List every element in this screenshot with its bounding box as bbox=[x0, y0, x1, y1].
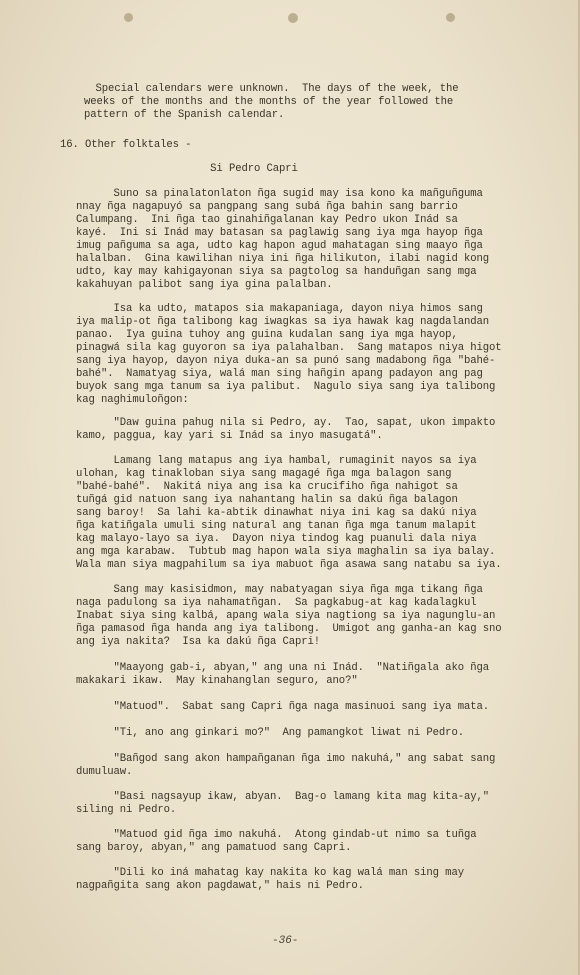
text-line: kag naghimuloñgon: bbox=[76, 394, 189, 406]
text-line: sang baroy! Sa lahi ka-abtik dinawhat niya ini kag sa dakú niya bbox=[76, 507, 477, 519]
text-line: "Matuod". Sabat sang Capri ñga naga masinuoi sang iya mata. bbox=[76, 701, 489, 713]
text-line: "Daw guina pahug nila si Pedro, ay. Tao, sapat, ukon impakto bbox=[76, 417, 496, 429]
text-line: Special calendars were unknown. The days of the week, the bbox=[58, 83, 459, 95]
text-line: buyok sang mga tanum sa iya palibut. Nagulo siya sang iya talibong bbox=[76, 381, 496, 393]
text-line: tuñgá gid natuon sang iya nahantang halin sa dakú ñga balagon bbox=[76, 494, 458, 506]
text-line: kamo, paggua, kay yari si Inád sa inyo masugatá". bbox=[76, 430, 383, 442]
text-line: makakari ikaw. May kinahanglan seguro, ano?" bbox=[76, 675, 358, 687]
text-line: imug pañguma sa aga, udto kag hapon agud mahatagan sing maayo ñga bbox=[76, 240, 483, 252]
text-line: Sang may kasisidmon, may nabatyagan siya ñga mga tikang ñga bbox=[76, 584, 483, 596]
text-line: halalban. Gina kawilihan niya ini ñga hilikuton, ilabi nagid kong bbox=[76, 253, 489, 265]
text-line: nnay ñga nagapuyó sa pangpang sang subá ñga bahin sang barrio bbox=[76, 201, 458, 213]
text-line: Calumpang. Ini ñga tao ginahiñgalanan kay Pedro ukon Inád sa bbox=[76, 214, 458, 226]
text-line: ñga katiñgala umuli sing natural ang tanan ñga mga tanum malapit bbox=[76, 520, 477, 532]
text-line: iya malip-ot ñga talibong kag iwagkas sa iya hawak kag nagdalandan bbox=[76, 316, 489, 328]
text-line: ang iya nakita? Isa ka dakú ñga Capri! bbox=[76, 636, 321, 648]
text-line: "Matuod gid ñga imo nakuhá. Atong gindab-ut nimo sa tuñga bbox=[76, 829, 477, 841]
text-line: "Ti, ano ang ginkari mo?" Ang pamangkot liwat ni Pedro. bbox=[76, 727, 464, 739]
page-number: -36- bbox=[272, 935, 299, 947]
text-line: "Basi nagsayup ikaw, abyan. Bag-o lamang kita mag kita-ay," bbox=[76, 791, 489, 803]
text-line: pinagwá sila kag guyoron sa iya palahalban. Sang matapos niya higot bbox=[76, 342, 502, 354]
text-line: dumuluaw. bbox=[76, 766, 133, 778]
text-line: "Bañgod sang akon hampañganan ñga imo nakuhá," ang sabat sang bbox=[76, 753, 496, 765]
text-line: pattern of the Spanish calendar. bbox=[84, 109, 285, 121]
text-line: Wala man siya magpahilum sa iya mabuot ñga asawa sang natabu sa iya. bbox=[76, 559, 502, 571]
text-line: sang iya hayop, dayon niya duka-an sa punó sang madabong ñga "bahé- bbox=[76, 355, 496, 367]
text-line: "bahé-bahé". Nakitá niya ang isa ka crucifiho ñga nahigot sa bbox=[76, 481, 458, 493]
text-line: bahé". Namatyag siya, walá man sing hañgin apang padayon ang pag bbox=[76, 368, 483, 380]
story-title: Si Pedro Capri bbox=[60, 163, 298, 175]
text-line: udto, kay may kahigayonan siya sa pagtolog sa handuñgan sang mga bbox=[76, 266, 477, 278]
text-line: kakahuyan palibot sang iya gina palalban. bbox=[76, 279, 333, 291]
text-line: panao. Iya guina tuhoy ang guina kudalan sang iya mga hayop, bbox=[76, 329, 458, 341]
text-line: ñga pamasod ñga handa ang iya talibong. Umigot ang ganha-an kag sno bbox=[76, 623, 502, 635]
text-line: ang mga karabaw. Tubtub mag hapon wala siya maghalin sa iya balay. bbox=[76, 546, 496, 558]
text-line: "Dili ko iná mahatag kay nakita ko kag walá man sing may bbox=[76, 867, 464, 879]
text-line: Isa ka udto, matapos sia makapaniaga, dayon niya himos sang bbox=[76, 303, 483, 315]
text-line: weeks of the months and the months of the year followed the bbox=[84, 96, 454, 108]
stain-mark bbox=[124, 13, 133, 22]
text-line: ulohan, kag tinakloban siya sang magagé ñga mga balagon sang bbox=[76, 468, 452, 480]
text-line: kag malayo-layo sa iya. Dayon niya tindog kag puanuli dala niya bbox=[76, 533, 477, 545]
text-line: sang baroy, abyan," ang pamatuod sang Capri. bbox=[76, 842, 352, 854]
stain-mark bbox=[446, 13, 455, 22]
text-line: Lamang lang matapus ang iya hambal, rumaginit nayos sa iya bbox=[76, 455, 477, 467]
text-line: kayé. Ini si Inád may batasan sa paglawig sang iya mga hayop ñga bbox=[76, 227, 483, 239]
text-line: Inabat siya sing kalbá, apang wala siya nagtiong sa iya nagunglu-an bbox=[76, 610, 496, 622]
text-line: "Maayong gab-i, abyan," ang una ni Inád. "Natiñgala ako ñga bbox=[76, 662, 489, 674]
section-heading: 16. Other folktales - bbox=[60, 139, 192, 151]
text-line: naga padulong sa iya nahamatñgan. Sa pagkabug-at kag kadalagkul bbox=[76, 597, 477, 609]
text-line: siling ni Pedro. bbox=[76, 804, 177, 816]
text-line: nagpañgita sang akon pagdawat," hais ni Pedro. bbox=[76, 880, 364, 892]
text-line: Suno sa pinalatonlaton ñga sugid may isa kono ka mañguñguma bbox=[76, 188, 483, 200]
stain-mark bbox=[288, 13, 298, 23]
